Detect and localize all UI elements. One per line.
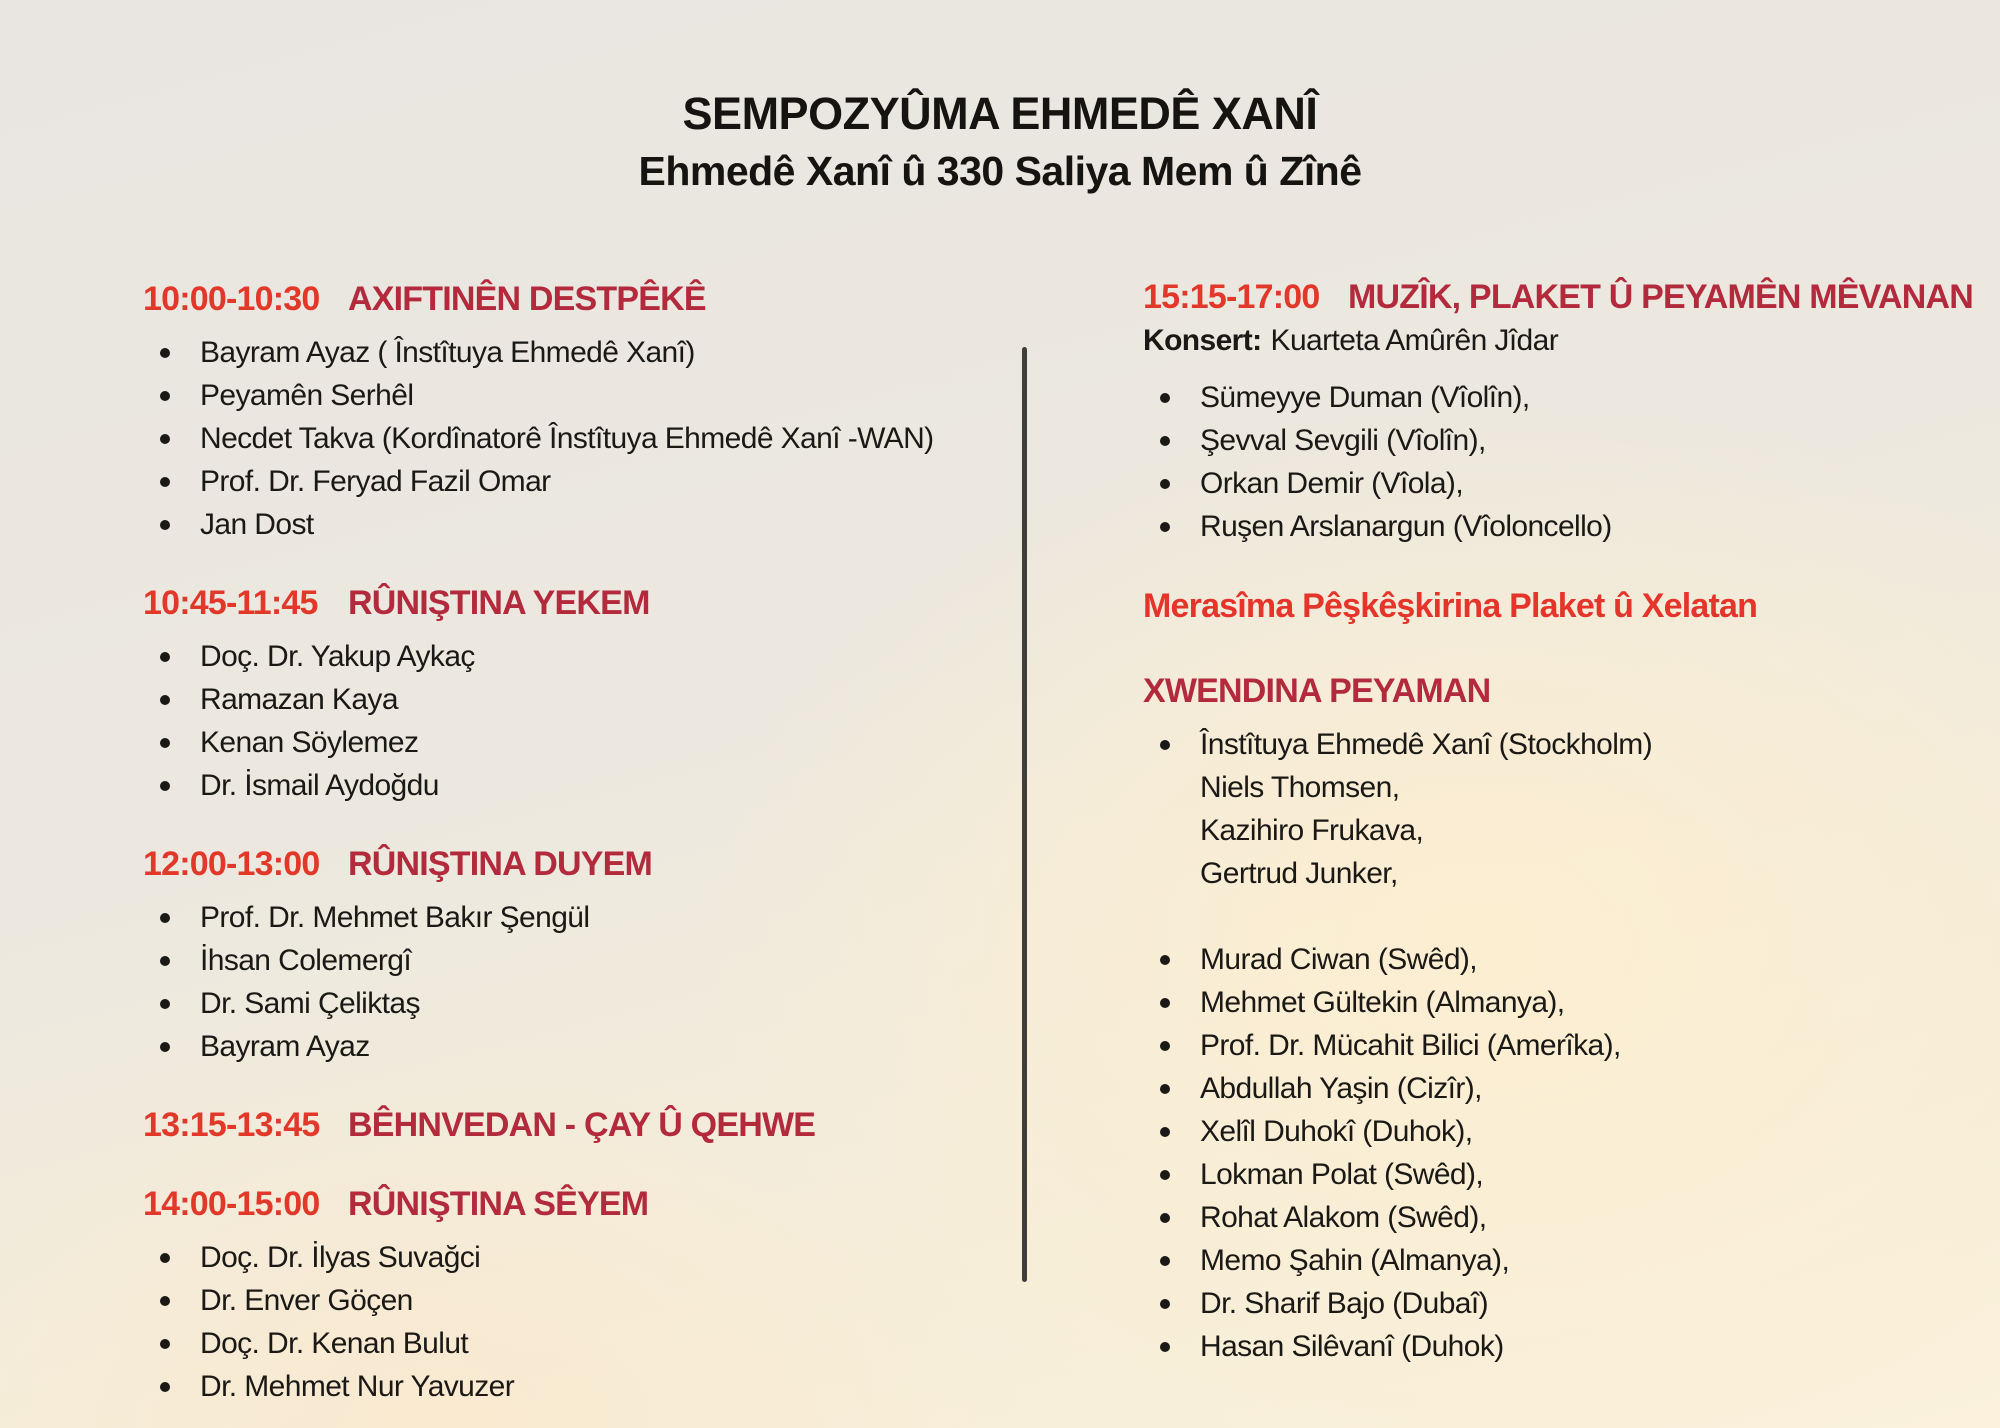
ceremony-heading: Merasîma Pêşkêşkirina Plaket û Xelatan xyxy=(1143,587,1758,625)
speaker-item: Doç. Dr. İlyas Suvağci xyxy=(143,1236,1013,1279)
musician-item: Sümeyye Duman (Vîolîn), xyxy=(1143,376,1993,419)
section-time: 10:45-11:45 xyxy=(143,584,318,622)
section-title: MUZÎK, PLAKET Û PEYAMÊN MÊVANAN xyxy=(1348,278,1974,316)
section-session-three xyxy=(143,1183,1013,1408)
speaker-list xyxy=(143,896,1013,1068)
speaker-item: Dr. Sami Çeliktaş xyxy=(143,982,1013,1025)
guest-item: Memo Şahin (Almanya), xyxy=(1143,1239,1993,1282)
speaker-item: Peyamên Serhêl xyxy=(143,374,1013,417)
musician-item: Orkan Demir (Vîola), xyxy=(1143,462,1993,505)
section-header xyxy=(143,1104,1013,1147)
speaker-item: Bayram Ayaz ( Înstîtuya Ehmedê Xanî) xyxy=(143,331,1013,374)
musician-item: Şevval Sevgili (Vîolîn), xyxy=(1143,419,1993,462)
guest-item: Prof. Dr. Mücahit Bilici (Amerîka), xyxy=(1143,1024,1993,1067)
section-opening-speeches xyxy=(143,278,1013,546)
section-time: 13:15-13:45 xyxy=(143,1106,320,1144)
section-music-plaques xyxy=(1143,276,1993,548)
page-title: SEMPOZYÛMA EHMEDÊ XANÎ xyxy=(682,88,1318,139)
speaker-item: Prof. Dr. Feryad Fazil Omar xyxy=(143,460,1013,503)
speaker-item: Jan Dost xyxy=(143,503,1013,546)
section-title: RÛNIŞTINA DUYEM xyxy=(348,845,653,883)
page-subtitle: Ehmedê Xanî û 330 Saliya Mem û Zînê xyxy=(638,148,1362,194)
speaker-item: Doç. Dr. Kenan Bulut xyxy=(143,1322,1013,1365)
section-session-two xyxy=(143,843,1013,1068)
guest-list xyxy=(1143,938,1993,1368)
guest-item: Rohat Alakom (Swêd), xyxy=(1143,1196,1993,1239)
guest-item: Xelîl Duhokî (Duhok), xyxy=(1143,1110,1993,1153)
speaker-item: İhsan Colemergî xyxy=(143,939,1013,982)
section-session-one xyxy=(143,582,1013,807)
speaker-item: Bayram Ayaz xyxy=(143,1025,1013,1068)
section-time: 14:00-15:00 xyxy=(143,1185,320,1223)
section-time: 15:15-17:00 xyxy=(1143,278,1320,316)
musician-item: Ruşen Arslanargun (Vîoloncello) xyxy=(1143,505,1993,548)
left-column xyxy=(143,278,1013,1408)
section-break xyxy=(143,1104,1013,1147)
right-column xyxy=(1143,276,1993,1368)
section-title: BÊHNVEDAN - ÇAY Û QEHWE xyxy=(348,1106,816,1144)
stockholm-group xyxy=(1143,723,1993,766)
section-title: RÛNIŞTINA SÊYEM xyxy=(348,1185,649,1223)
header xyxy=(0,88,2000,194)
stockholm-member-item: Kazihiro Frukava, xyxy=(1200,814,1424,847)
speaker-list xyxy=(143,1236,1013,1408)
stockholm-member-item: Gertrud Junker, xyxy=(1200,857,1398,890)
guest-item: Abdullah Yaşin (Cizîr), xyxy=(1143,1067,1993,1110)
section-time: 10:00-10:30 xyxy=(143,280,320,318)
konsert-label: Konsert: xyxy=(1143,324,1262,357)
speaker-list xyxy=(143,635,1013,807)
konsert-line xyxy=(1143,319,1993,362)
guest-item: Mehmet Gültekin (Almanya), xyxy=(1143,981,1993,1024)
stockholm-member-list xyxy=(1143,766,1993,895)
speaker-item: Prof. Dr. Mehmet Bakır Şengül xyxy=(143,896,1013,939)
musician-list xyxy=(1143,376,1993,548)
guest-item: Murad Ciwan (Swêd), xyxy=(1143,938,1993,981)
section-time: 12:00-13:00 xyxy=(143,845,320,883)
section-title: AXIFTINÊN DESTPÊKÊ xyxy=(348,280,706,318)
speaker-item: Ramazan Kaya xyxy=(143,678,1013,721)
speaker-item: Dr. İsmail Aydoğdu xyxy=(143,764,1013,807)
guest-item: Lokman Polat (Swêd), xyxy=(1143,1153,1993,1196)
konsert-value: Kuarteta Amûrên Jîdar xyxy=(1270,324,1559,357)
speaker-item: Necdet Takva (Kordînatorê Înstîtuya Ehmedê Xanî -WAN) xyxy=(143,417,1013,460)
section-header xyxy=(143,843,1013,886)
section-header xyxy=(1143,276,1993,319)
speaker-item: Kenan Söylemez xyxy=(143,721,1013,764)
column-divider xyxy=(1022,347,1027,1282)
guest-item: Dr. Sharif Bajo (Dubaî) xyxy=(1143,1282,1993,1325)
section-title: RÛNIŞTINA YEKEM xyxy=(348,584,650,622)
messages-heading: XWENDINA PEYAMAN xyxy=(1143,672,1491,710)
section-header xyxy=(143,582,1013,625)
speaker-item: Doç. Dr. Yakup Aykaç xyxy=(143,635,1013,678)
guest-item: Hasan Silêvanî (Duhok) xyxy=(1143,1325,1993,1368)
speaker-item: Dr. Mehmet Nur Yavuzer xyxy=(143,1365,1013,1408)
speaker-item: Dr. Enver Göçen xyxy=(143,1279,1013,1322)
section-header xyxy=(143,278,1013,321)
stockholm-lead-item: Înstîtuya Ehmedê Xanî (Stockholm) xyxy=(1143,723,1993,766)
stockholm-member-item: Niels Thomsen, xyxy=(1200,771,1400,804)
section-header xyxy=(143,1183,1013,1226)
speaker-list xyxy=(143,331,1013,546)
